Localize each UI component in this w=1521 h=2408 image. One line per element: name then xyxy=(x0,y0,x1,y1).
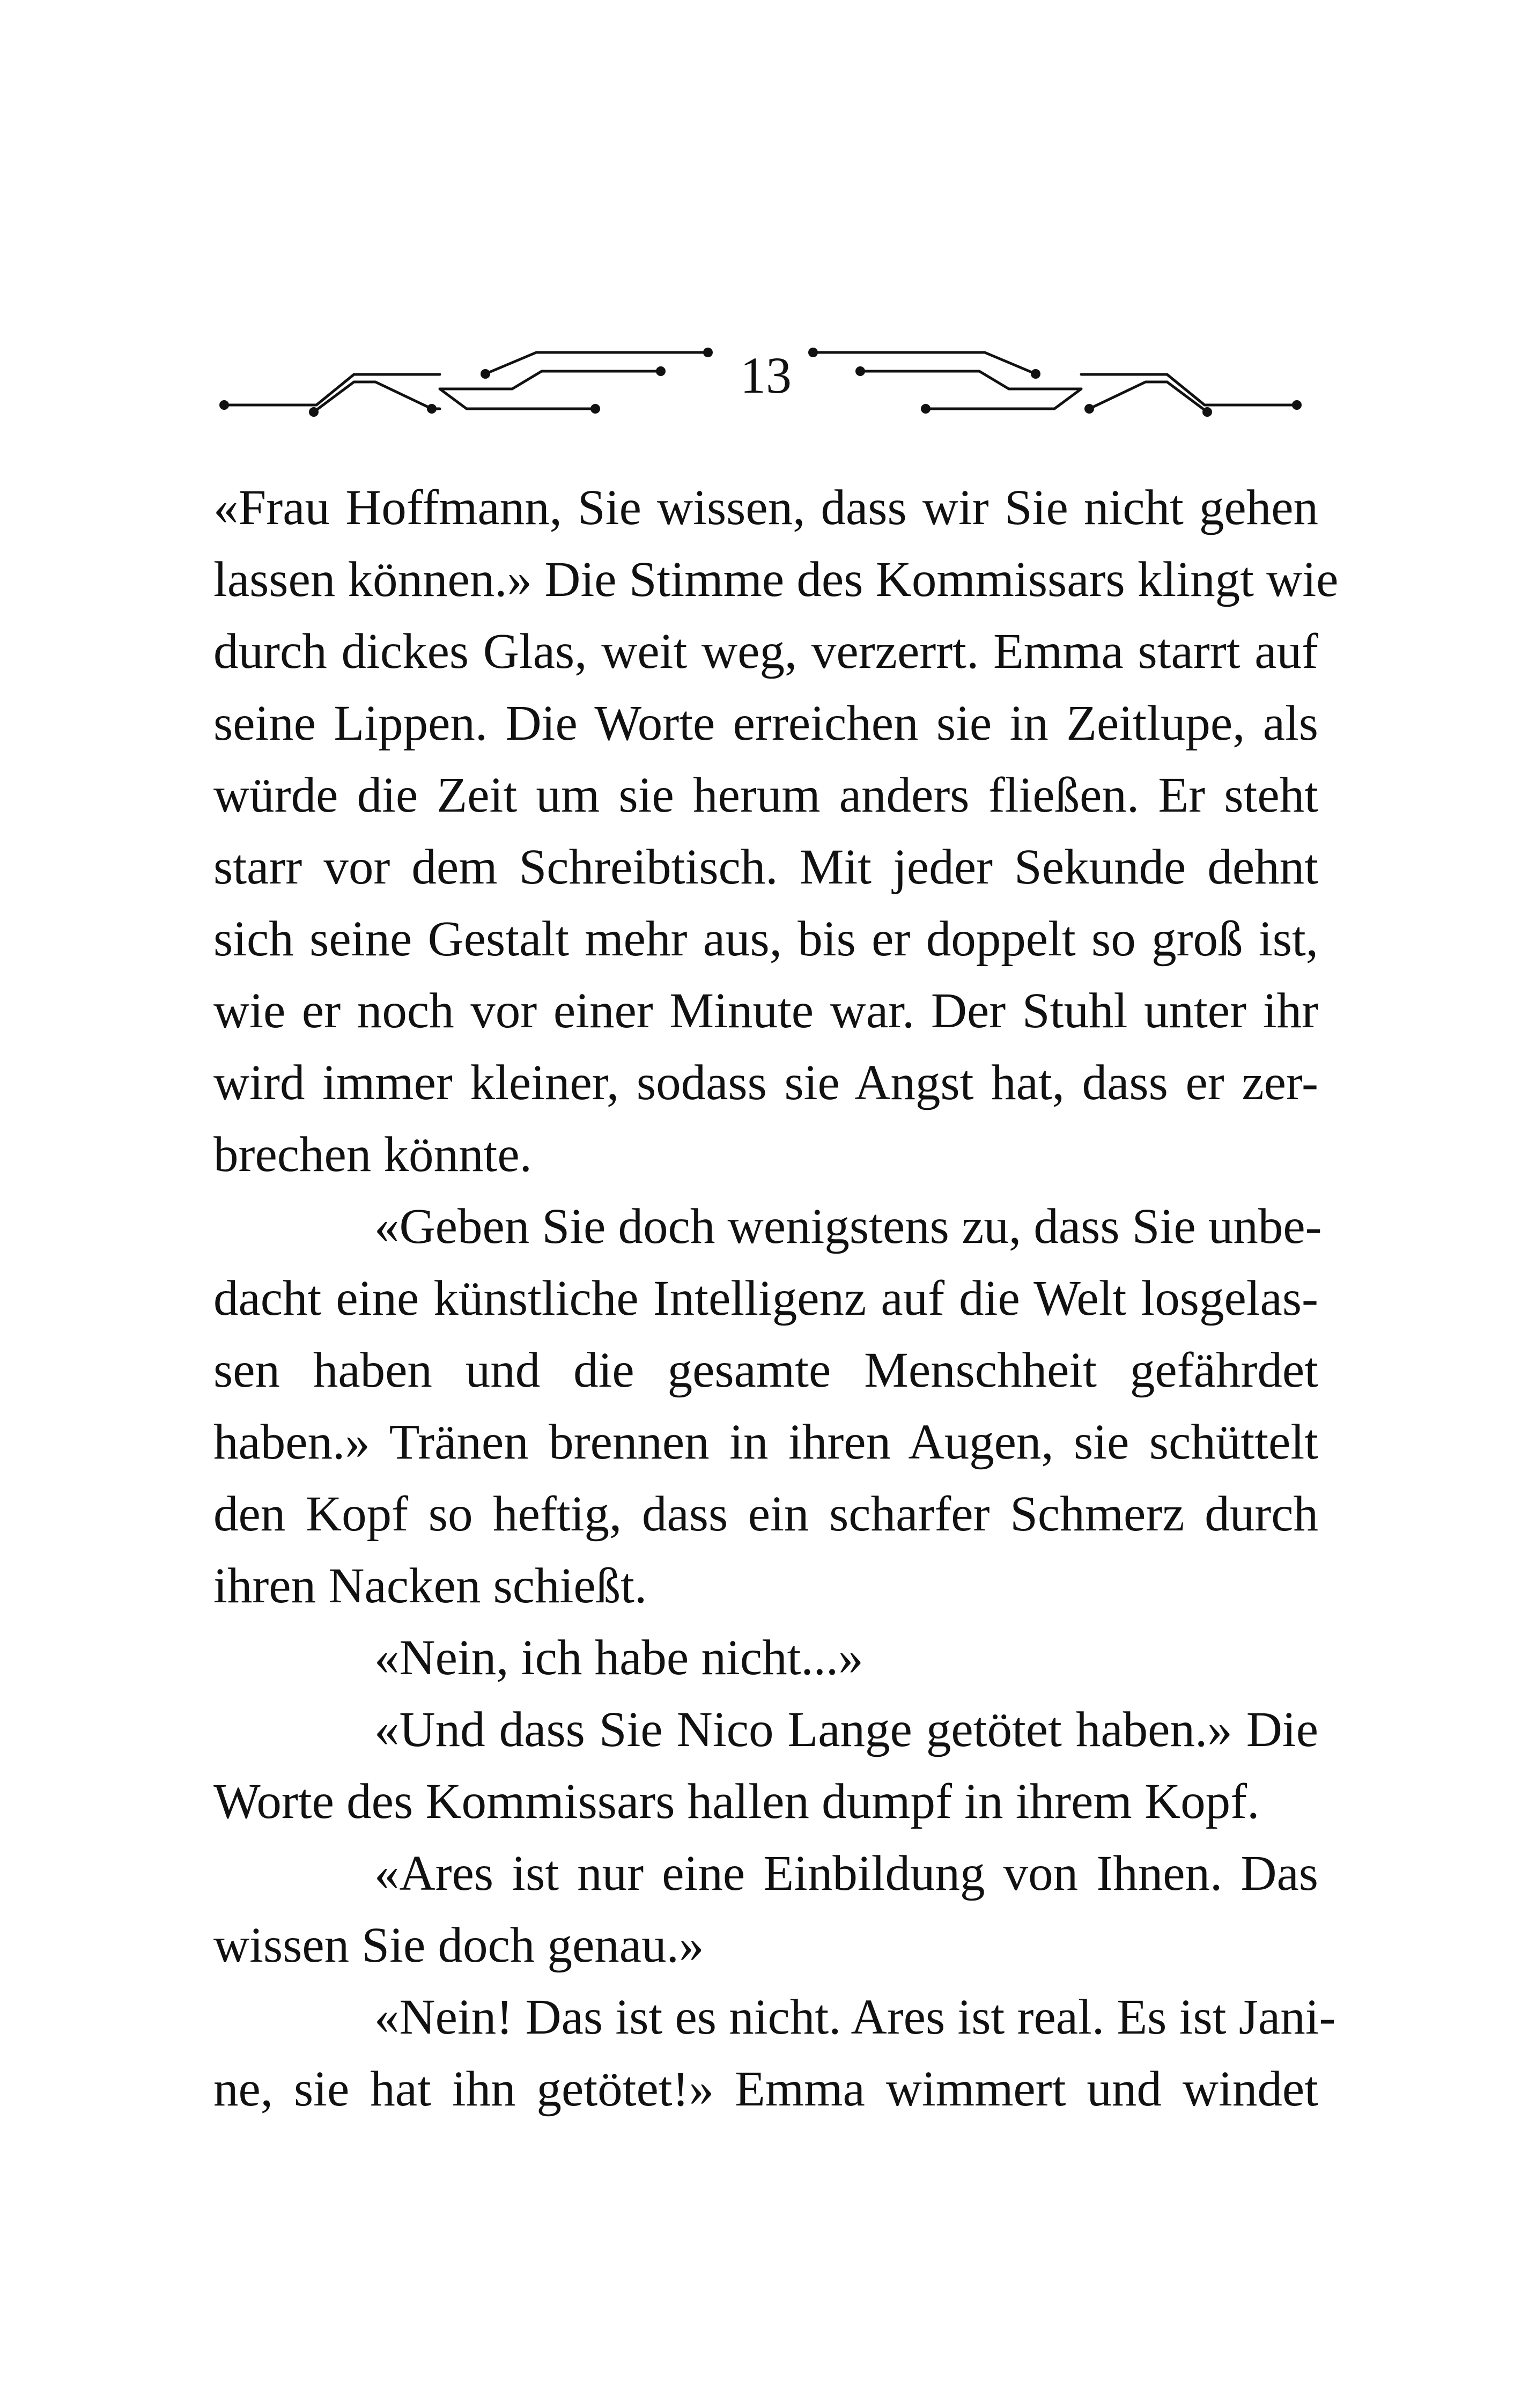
text-line: starr vor dem Schreibtisch. Mit jeder Sekunde dehnt xyxy=(213,840,1318,895)
text-line: «Ares ist nur eine Einbildung von Ihnen. Das xyxy=(374,1846,1318,1901)
page-header xyxy=(0,322,1521,418)
text-line: seine Lippen. Die Worte erreichen sie in Zeitlupe, als xyxy=(213,696,1318,751)
text-line: Worte des Kommissars hallen dumpf in ihrem Kopf. xyxy=(213,1774,1260,1829)
text-line: haben.» Tränen brennen in ihren Augen, sie schüttelt xyxy=(213,1415,1318,1470)
text-line: würde die Zeit um sie herum anders fließen. Er steht xyxy=(213,768,1318,823)
text-line: den Kopf so heftig, dass ein scharfer Schmerz durch xyxy=(213,1486,1318,1542)
text-line: wissen Sie doch genau.» xyxy=(213,1918,704,1973)
body-text xyxy=(213,472,1339,2125)
text-line: «Nein! Das ist es nicht. Ares ist real. Es ist Jani- xyxy=(374,1990,1336,2045)
text-line: wie er noch vor einer Minute war. Der Stuhl unter ihr xyxy=(213,983,1318,1039)
text-line: sich seine Gestalt mehr aus, bis er doppelt so groß ist, xyxy=(213,911,1318,967)
text-line: dacht eine künstliche Intelligenz auf die Welt losgelas- xyxy=(213,1271,1318,1326)
text-line: brechen könnte. xyxy=(213,1127,532,1182)
text-line: «Nein, ich habe nicht...» xyxy=(374,1630,863,1685)
text-line: lassen können.» Die Stimme des Kommissars klingt wie xyxy=(213,552,1339,607)
text-line: ne, sie hat ihn getötet!» Emma wimmert und windet xyxy=(213,2061,1318,2117)
text-line: «Frau Hoffmann, Sie wissen, dass wir Sie nicht gehen xyxy=(213,480,1318,535)
text-line: durch dickes Glas, weit weg, verzerrt. Emma starrt auf xyxy=(213,624,1318,679)
text-line: wird immer kleiner, sodass sie Angst hat, dass er zer- xyxy=(213,1055,1318,1110)
text-line: ihren Nacken schießt. xyxy=(213,1558,647,1614)
text-line: «Und dass Sie Nico Lange getötet haben.» Die xyxy=(374,1702,1318,1757)
page-number: 13 xyxy=(740,347,792,404)
text-line: «Geben Sie doch wenigstens zu, dass Sie unbe- xyxy=(374,1199,1322,1254)
text-line: sen haben und die gesamte Menschheit gefährdet xyxy=(213,1343,1318,1398)
